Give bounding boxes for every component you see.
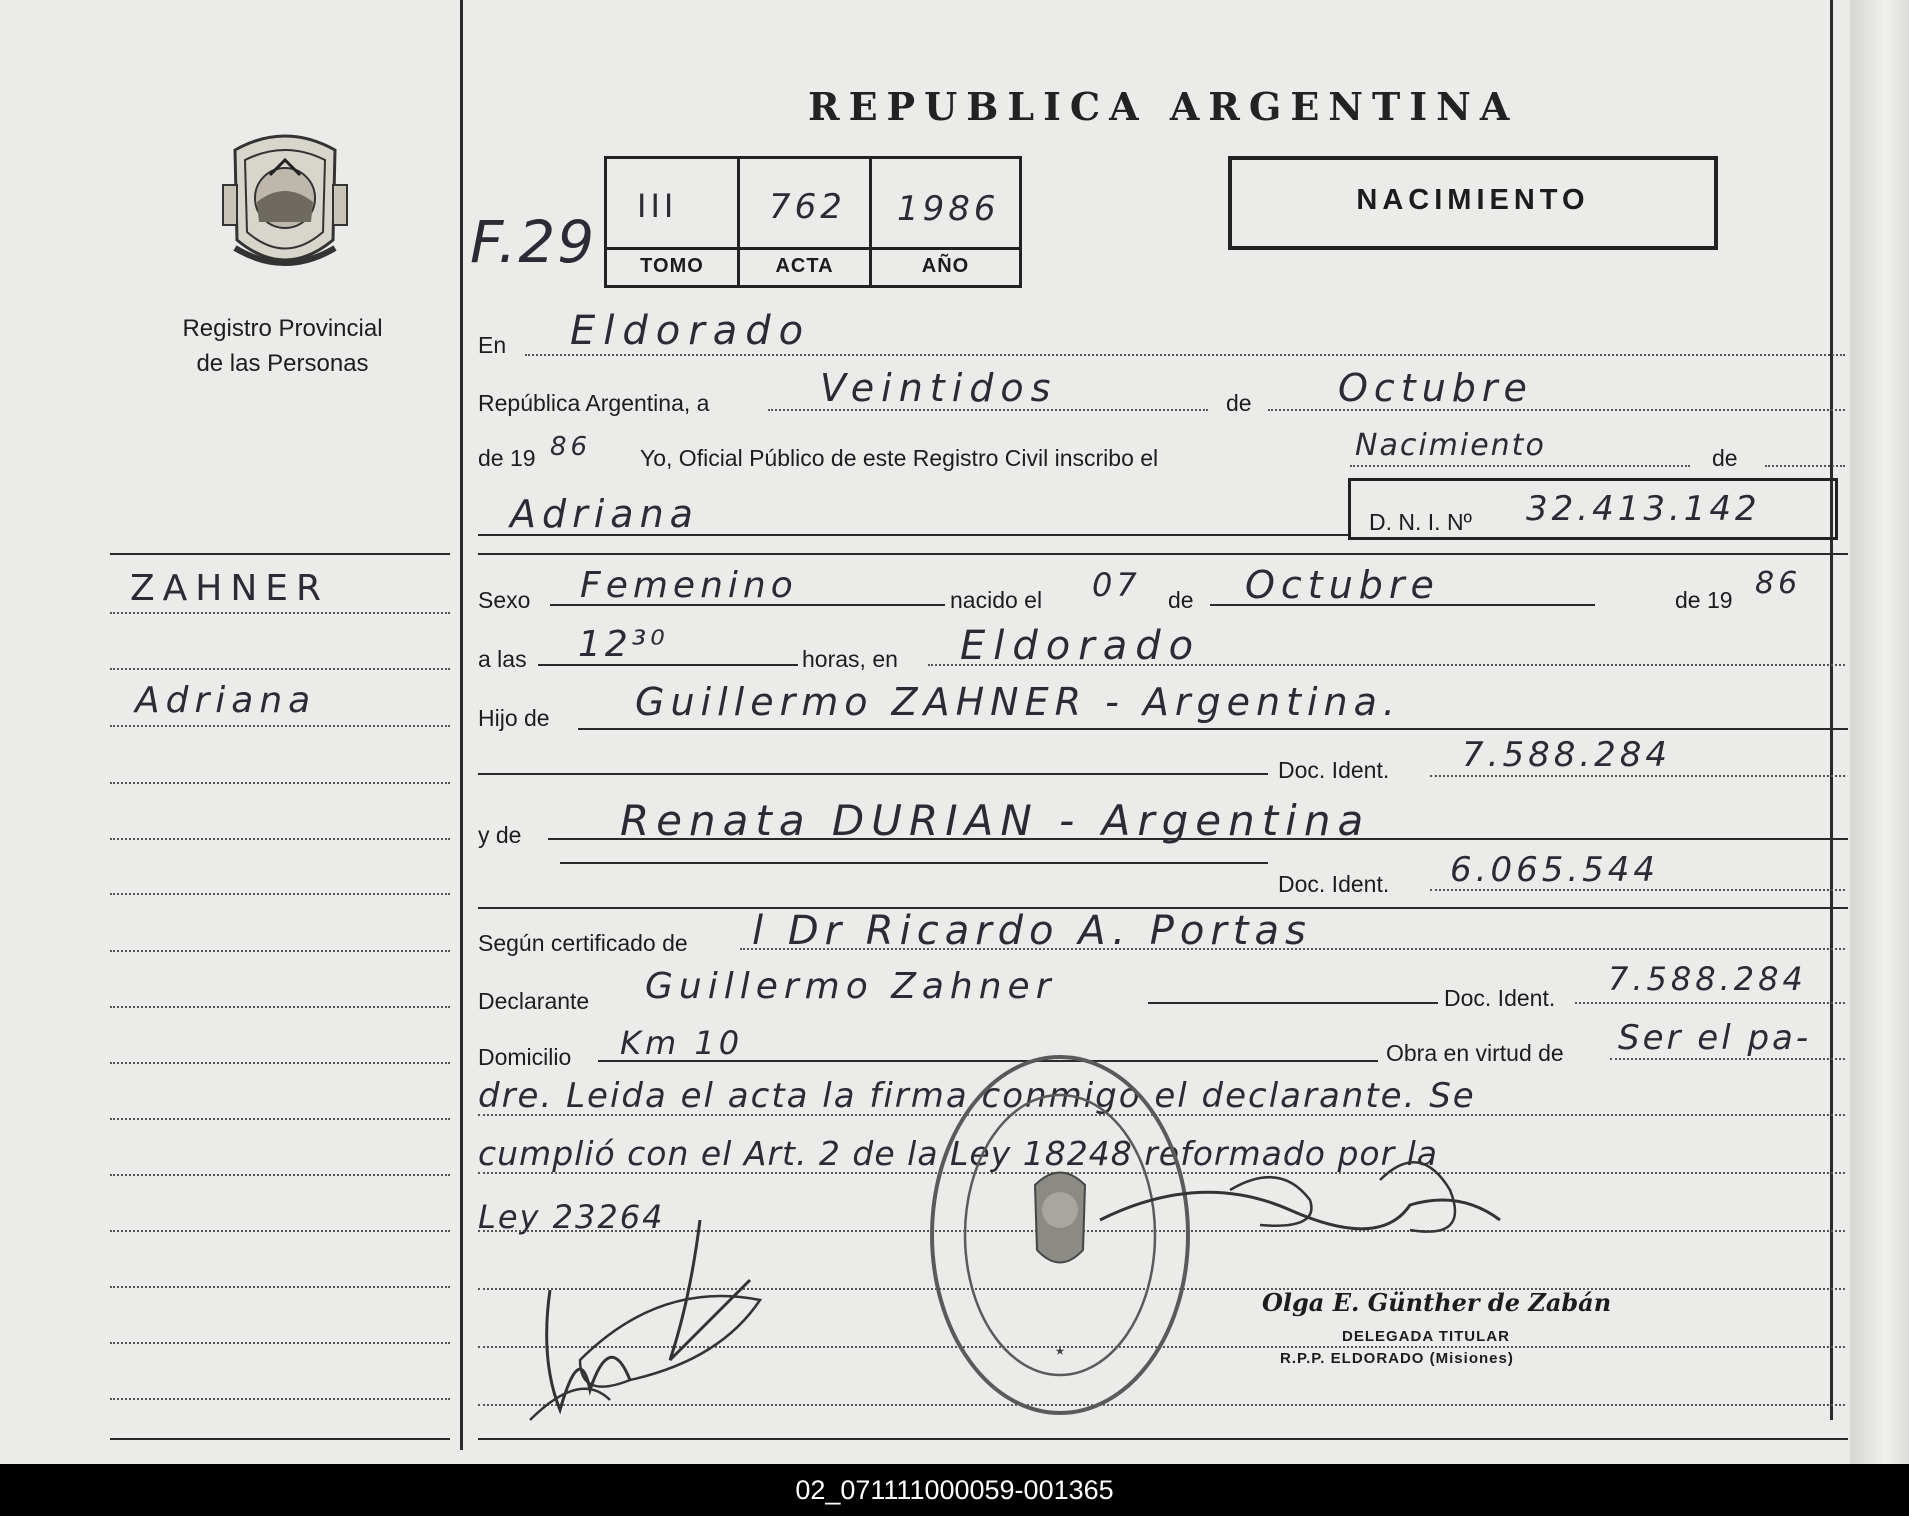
section-rule xyxy=(478,553,1848,555)
official-title: DELEGADA TITULAR xyxy=(1342,1328,1510,1345)
de-label-2: de xyxy=(1712,445,1738,471)
notes-line2: dre. Leida el acta la firma conmigo el declarante. Se xyxy=(478,1076,1476,1116)
statement-text: Yo, Oficial Público de este Registro Civil inscribo el xyxy=(640,445,1159,471)
mother-doc: 6.065.544 xyxy=(1450,850,1660,890)
tomo-label: TOMO xyxy=(640,255,704,277)
margin-dotted-line xyxy=(110,1174,450,1176)
acta-label: ACTA xyxy=(775,255,834,277)
ano-value: 1986 xyxy=(897,189,1000,229)
tomo-value: III xyxy=(637,187,678,225)
horas-label: horas, en xyxy=(802,646,898,672)
dni-box xyxy=(1348,478,1838,540)
official-name: Olga E. Günther de Zabán xyxy=(1262,1288,1612,1317)
record-act-kind: Nacimiento xyxy=(1355,428,1546,463)
registry-name-line1: Registro Provincial xyxy=(182,315,383,342)
notes-line3: cumplió con el Art. 2 de la Ley 18248 reformado por la xyxy=(478,1134,1439,1173)
father-doc: 7.588.284 xyxy=(1462,735,1672,775)
right-frame-line xyxy=(1830,0,1833,1420)
birth-year-suffix: 86 xyxy=(1755,566,1802,601)
record-place: Eldorado xyxy=(570,308,812,354)
line-father-doc xyxy=(1430,775,1845,777)
margin-dotted-line xyxy=(110,1342,450,1344)
line-mother-blank xyxy=(560,862,1268,864)
dni-value: 32.413.142 xyxy=(1526,489,1761,529)
margin-dotted-line xyxy=(110,950,450,952)
line-place xyxy=(525,354,1845,356)
record-type: NACIMIENTO xyxy=(1356,184,1590,216)
page-edge xyxy=(1850,0,1909,1464)
declarante-doc: 7.588.284 xyxy=(1608,960,1807,998)
record-year-suffix: 86 xyxy=(550,432,592,462)
margin-dotted-line xyxy=(110,1286,450,1288)
mother-doc-label: Doc. Ident. xyxy=(1278,871,1390,897)
margin-dotted-line xyxy=(110,612,450,614)
official-signature-image xyxy=(1080,1150,1550,1260)
margin-dotted-line xyxy=(110,782,450,784)
declarante-doc-label: Doc. Ident. xyxy=(1444,985,1556,1011)
birth-time: 12³⁰ xyxy=(578,624,669,665)
sexo-label: Sexo xyxy=(478,587,531,613)
official-office: R.P.P. ELDORADO (Misiones) xyxy=(1280,1350,1514,1367)
margin-dotted-line xyxy=(110,668,450,670)
birth-day: 07 xyxy=(1092,566,1141,604)
margin-dotted-line xyxy=(110,725,450,727)
nacido-label: nacido el xyxy=(950,587,1043,613)
margin-given-name: Adriana xyxy=(135,680,317,721)
father: Guillermo ZAHNER - Argentina. xyxy=(635,680,1401,724)
registry-name-line2: de las Personas xyxy=(196,350,369,377)
line-father-blank xyxy=(478,773,1268,775)
svg-text:★: ★ xyxy=(1055,1340,1065,1359)
notes-line4: Ley 23264 xyxy=(478,1198,665,1236)
margin-dotted-line xyxy=(110,893,450,895)
margin-bottom-rule xyxy=(110,1438,450,1440)
ano-label: AÑO xyxy=(921,255,970,277)
margin-dotted-line xyxy=(110,838,450,840)
line-declarante-doc xyxy=(1575,1002,1845,1004)
record-day: Veintidos xyxy=(820,366,1058,410)
margin-surname: ZAHNER xyxy=(130,568,330,609)
segun-label: Según certificado de xyxy=(478,930,688,956)
domicilio-label: Domicilio xyxy=(478,1044,572,1070)
acta-value: 762 xyxy=(769,187,846,227)
birth-month: Octubre xyxy=(1245,563,1440,607)
person-name: Adriana xyxy=(510,492,699,536)
obra-label: Obra en virtud de xyxy=(1386,1040,1564,1066)
index-box xyxy=(604,156,1022,288)
margin-dotted-line xyxy=(110,1062,450,1064)
sexo-value: Femenino xyxy=(580,565,798,606)
declarant-signature-image xyxy=(520,1210,800,1440)
domicilio: Km 10 xyxy=(620,1024,744,1062)
notes-line1: Ser el pa- xyxy=(1618,1018,1812,1058)
yde-label: y de xyxy=(478,822,522,848)
record-type-box xyxy=(1228,156,1718,250)
column-divider xyxy=(460,0,463,1450)
de-label-3: de xyxy=(1168,587,1194,613)
folio-number: F.29 xyxy=(470,208,597,276)
registry-emblem-icon xyxy=(215,130,355,280)
republica-label: República Argentina, a xyxy=(478,390,710,416)
declarante: Guillermo Zahner xyxy=(645,966,1057,1007)
record-month: Octubre xyxy=(1338,366,1533,410)
margin-dotted-line xyxy=(110,1118,450,1120)
en-label: En xyxy=(478,332,507,358)
de-label-1: de xyxy=(1226,390,1252,416)
line-father xyxy=(578,728,1848,730)
dni-label: D. N. I. Nº xyxy=(1369,509,1472,535)
line-declarante xyxy=(1148,1002,1438,1004)
declarante-label: Declarante xyxy=(478,988,590,1014)
country-title: REPUBLICA ARGENTINA xyxy=(808,84,1519,129)
line-de xyxy=(1765,465,1845,467)
line-obra xyxy=(1610,1058,1845,1060)
birth-place: Eldorado xyxy=(960,623,1202,669)
alas-label: a las xyxy=(478,646,527,672)
top-seal-fragment xyxy=(985,0,1135,30)
line-act-kind xyxy=(1350,465,1690,467)
margin-top-rule xyxy=(110,553,450,555)
year-prefix: de 19 xyxy=(478,445,536,471)
mother: Renata DURIAN - Argentina xyxy=(620,796,1371,845)
image-code: 02_071111000059-001365 xyxy=(0,1464,1909,1516)
hijo-label: Hijo de xyxy=(478,705,550,731)
father-doc-label: Doc. Ident. xyxy=(1278,757,1390,783)
margin-dotted-line xyxy=(110,1006,450,1008)
certificate: l Dr Ricardo A. Portas xyxy=(752,908,1312,954)
margin-dotted-line xyxy=(110,1230,450,1232)
margin-dotted-line xyxy=(110,1398,450,1400)
birth-year-prefix: de 19 xyxy=(1675,587,1733,613)
